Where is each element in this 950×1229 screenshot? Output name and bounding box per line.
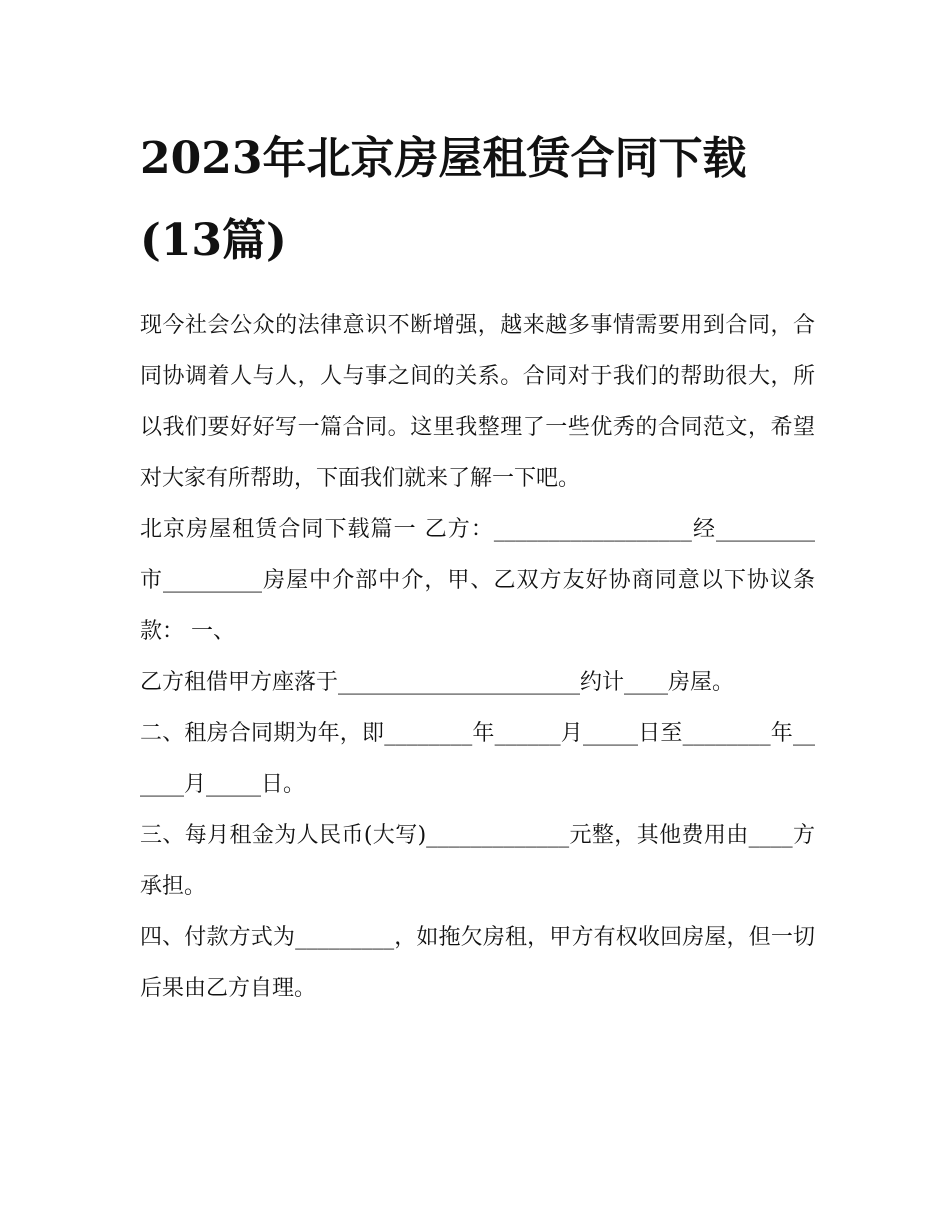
clause-three-paragraph: 三、每月租金为人民币(大写)_____________元整，其他费用由____方承担。 — [140, 823, 815, 899]
document-page — [140, 118, 815, 1014]
clause-one-paragraph: 乙方租借甲方座落于______________________约计____房屋。 — [140, 670, 735, 695]
clause-two-paragraph: 二、租房合同期为年，即________年______月_____日至________年______月_____日。 — [140, 721, 815, 797]
document-title: 2023年北京房屋租赁合同下载(13篇) — [140, 133, 747, 266]
contract-opening-paragraph: 北京房屋租赁合同下载篇一 乙方：__________________经_________市_________房屋中介部中介，甲、乙双方友好协商同意以下协议条款： 一、 — [140, 517, 815, 644]
intro-paragraph: 现今社会公众的法律意识不断增强，越来越多事情需要用到合同，合同协调着人与人，人与事之间的关系。合同对于我们的帮助很大，所以我们要好好写一篇合同。这里我整理了一些优秀的合同范文，希望对大家有所帮助，下面我们就来了解一下吧。 — [140, 313, 815, 491]
clause-four-paragraph: 四、付款方式为_________，如拖欠房租，甲方有权收回房屋，但一切后果由乙方自理。 — [140, 925, 815, 1001]
document-body — [140, 300, 815, 1014]
